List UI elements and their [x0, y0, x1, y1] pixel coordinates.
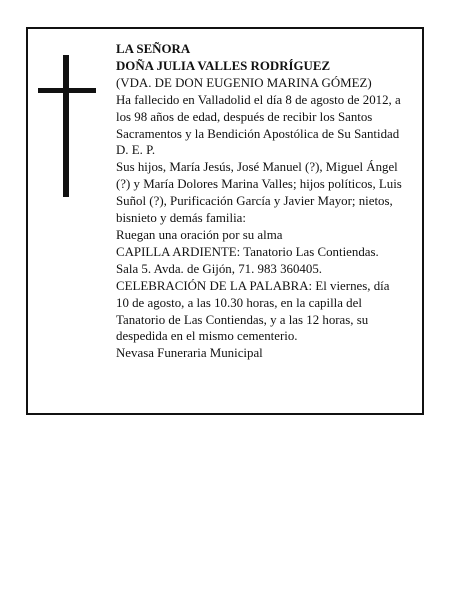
body-line: los 98 años de edad, después de recibir los Santos [116, 109, 373, 124]
notice-header: LA SEÑORA [116, 42, 191, 56]
body-line: 10 de agosto, a las 10.30 horas, en la capilla del [116, 295, 362, 310]
obituary-notice [26, 27, 424, 415]
notice-text [116, 41, 421, 362]
body-line: (?) y María Dolores Marina Valles; hijos políticos, Luis [116, 177, 402, 192]
deceased-name: DOÑA JULIA VALLES RODRÍGUEZ [116, 58, 331, 73]
body-line: D. E. P. [116, 143, 156, 158]
body-line: CELEBRACIÓN DE LA PALABRA: El viernes, día [116, 278, 390, 293]
body-line: despedida en el mismo cementerio. [116, 329, 298, 344]
cross-icon [38, 55, 96, 197]
body-line: Sus hijos, María Jesús, José Manuel (?), Miguel Ángel [116, 160, 398, 175]
body-line: Sacramentos y la Bendición Apostólica de Su Santidad [116, 126, 400, 141]
body-line: bisnieto y demás familia: [116, 211, 246, 226]
body-line: CAPILLA ARDIENTE: Tanatorio Las Contiendas. [116, 244, 379, 259]
spouse-line: (VDA. DE DON EUGENIO MARINA GÓMEZ) [116, 75, 372, 90]
body-line: Ha fallecido en Valladolid el día 8 de agosto de 2012, a [116, 92, 401, 107]
body-line: Tanatorio de Las Contiendas, y a las 12 horas, su [116, 312, 369, 327]
body-line: Ruegan una oración por su alma [116, 227, 283, 242]
body-line: Nevasa Funeraria Municipal [116, 346, 263, 361]
body-line: Suñol (?), Purificación García y Javier Mayor; nietos, [116, 194, 393, 209]
body-line: Sala 5. Avda. de Gijón, 71. 983 360405. [116, 261, 322, 276]
